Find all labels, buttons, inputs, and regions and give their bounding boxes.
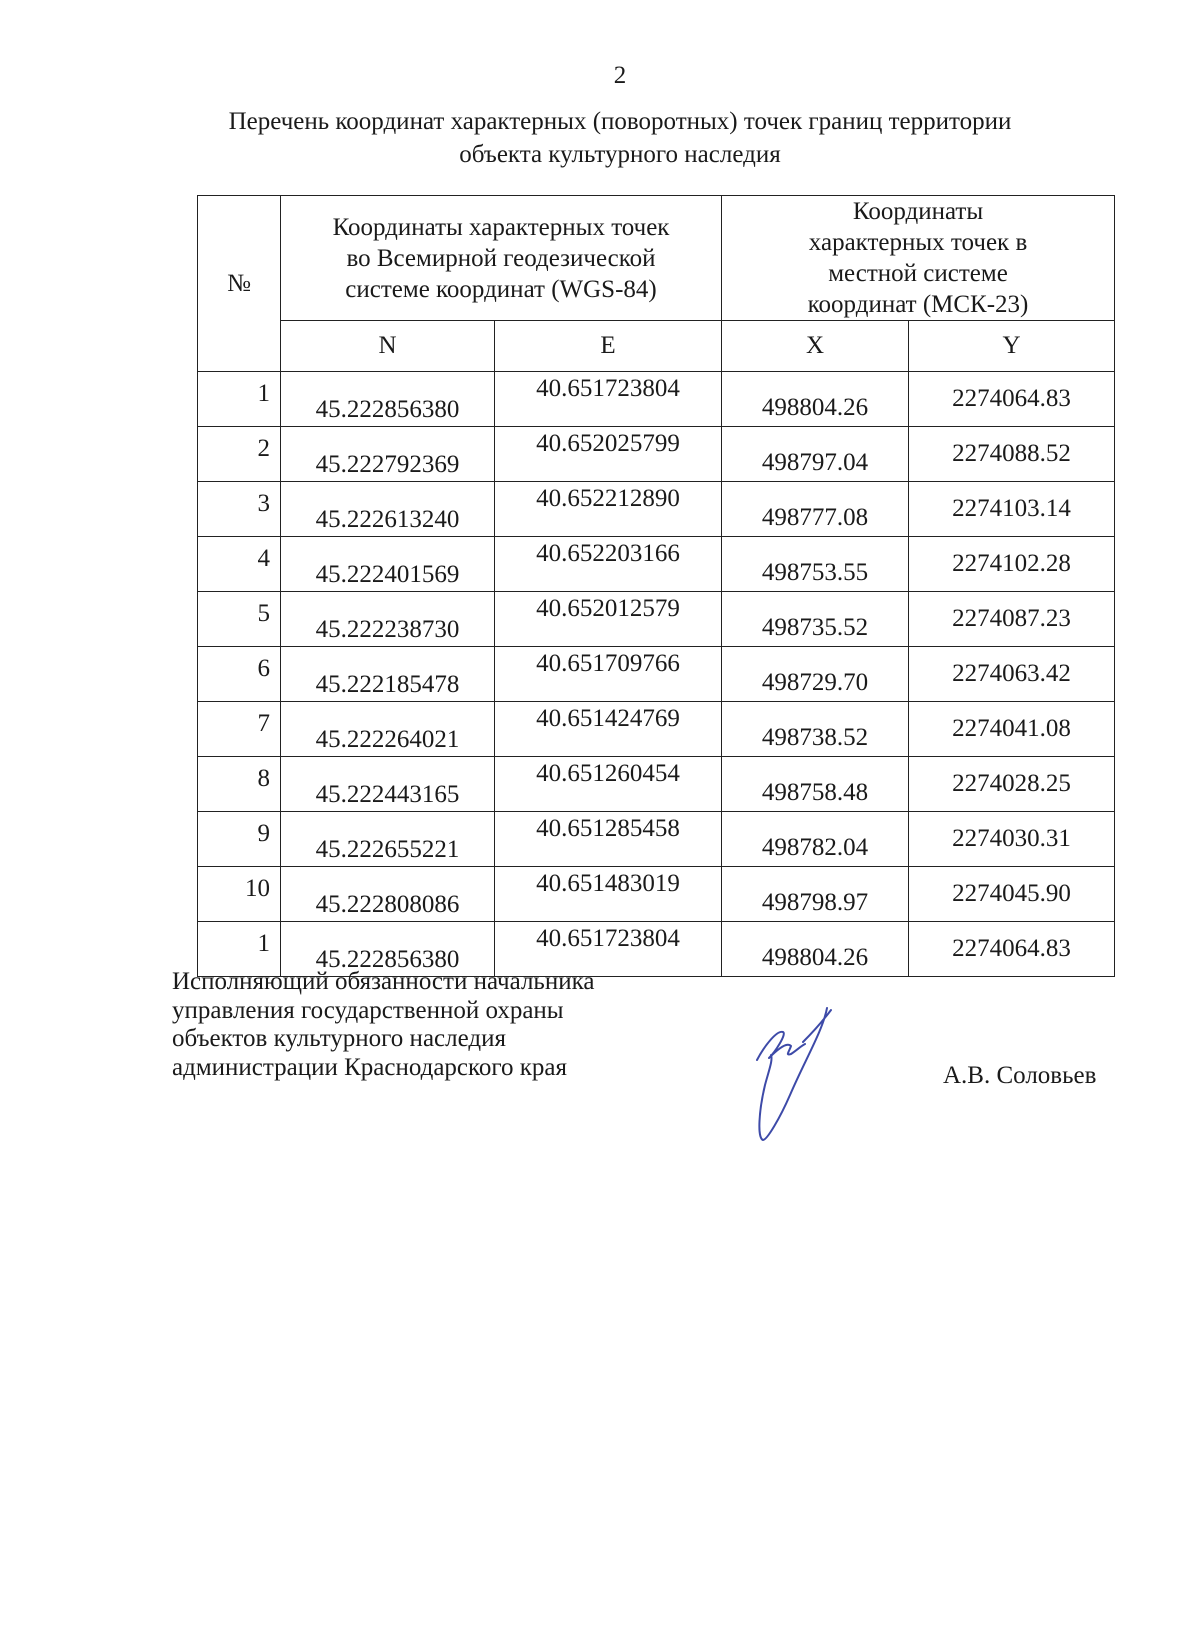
cell-y: 2274041.08 [909,702,1115,757]
cell-y: 2274030.31 [909,812,1115,867]
coordinates-table-body [198,372,1115,977]
table-row [198,867,1115,922]
table-row [198,647,1115,702]
table-row [198,482,1115,537]
cell-x: 498797.04 [722,427,909,482]
cell-latitude-n: 45.222613240 [281,482,495,537]
signer-position-line-3: объектов культурного наследия [172,1025,506,1052]
column-header-e: E [495,321,722,372]
title-line-2: объекта культурного наследия [459,141,781,168]
cell-longitude-e: 40.651723804 [495,372,722,427]
cell-latitude-n: 45.222443165 [281,757,495,812]
table-row [198,757,1115,812]
cell-point-number: 5 [198,592,281,647]
cell-longitude-e: 40.651424769 [495,702,722,757]
cell-x: 498738.52 [722,702,909,757]
cell-x: 498758.48 [722,757,909,812]
cell-latitude-n: 45.222238730 [281,592,495,647]
title-line-1: Перечень координат характерных (поворотных) точек границ территории [228,108,1012,135]
cell-y: 2274063.42 [909,647,1115,702]
column-header-n: N [281,321,495,372]
column-header-number: № [198,196,281,372]
cell-x: 498804.26 [722,372,909,427]
signer-position-line-4: администрации Краснодарского края [172,1053,568,1081]
cell-longitude-e: 40.651260454 [495,757,722,812]
cell-latitude-n: 45.222185478 [281,647,495,702]
cell-y: 2274045.90 [909,867,1115,922]
cell-latitude-n: 45.222264021 [281,702,495,757]
page-number: 2 [613,62,627,89]
cell-x: 498777.08 [722,482,909,537]
cell-latitude-n: 45.222856380 [281,372,495,427]
cell-longitude-e: 40.652012579 [495,592,722,647]
cell-longitude-e: 40.651709766 [495,647,722,702]
cell-point-number: 1 [198,922,281,977]
cell-longitude-e: 40.652025799 [495,427,722,482]
cell-point-number: 7 [198,702,281,757]
column-header-x: X [722,321,909,372]
cell-latitude-n: 45.222808086 [281,867,495,922]
cell-x: 498753.55 [722,537,909,592]
cell-x: 498735.52 [722,592,909,647]
cell-y: 2274064.83 [909,922,1115,977]
column-group-wgs84: Координаты характерных точек во Всемирной геодезической системе координат (WGS-84) [281,196,722,321]
table-row [198,592,1115,647]
column-group-msk23: Координаты характерных точек в местной системе координат (МСК-23) [722,196,1115,321]
table-row [198,372,1115,427]
cell-x: 498798.97 [722,867,909,922]
cell-x: 498782.04 [722,812,909,867]
cell-longitude-e: 40.651723804 [495,922,722,977]
cell-point-number: 9 [198,812,281,867]
signer-position-line-2: управления государственной охраны [172,996,564,1024]
cell-longitude-e: 40.651285458 [495,812,722,867]
column-header-y: Y [909,321,1115,372]
table-row [198,427,1115,482]
cell-point-number: 2 [198,427,281,482]
cell-latitude-n: 45.222792369 [281,427,495,482]
cell-y: 2274087.23 [909,592,1115,647]
table-row [198,702,1115,757]
signer-position-line-1: Исполняющий обязанности начальника [172,968,595,995]
signer-name: А.В. Соловьев [943,1062,1097,1089]
cell-y: 2274088.52 [909,427,1115,482]
cell-point-number: 4 [198,537,281,592]
cell-y: 2274103.14 [909,482,1115,537]
cell-longitude-e: 40.652212890 [495,482,722,537]
handwritten-signature [745,1000,865,1150]
cell-point-number: 8 [198,757,281,812]
cell-latitude-n: 45.222655221 [281,812,495,867]
cell-y: 2274028.25 [909,757,1115,812]
cell-x: 498729.70 [722,647,909,702]
table-row [198,812,1115,867]
cell-longitude-e: 40.652203166 [495,537,722,592]
cell-latitude-n: 45.222401569 [281,537,495,592]
cell-y: 2274102.28 [909,537,1115,592]
signer-position [172,968,594,1082]
table-row [198,537,1115,592]
cell-latitude-n: 45.222856380 [281,922,495,977]
cell-point-number: 6 [198,647,281,702]
cell-point-number: 1 [198,372,281,427]
document-title [150,105,1090,171]
cell-longitude-e: 40.651483019 [495,867,722,922]
coordinates-table [197,195,1115,977]
cell-point-number: 10 [198,867,281,922]
cell-x: 498804.26 [722,922,909,977]
cell-point-number: 3 [198,482,281,537]
cell-y: 2274064.83 [909,372,1115,427]
